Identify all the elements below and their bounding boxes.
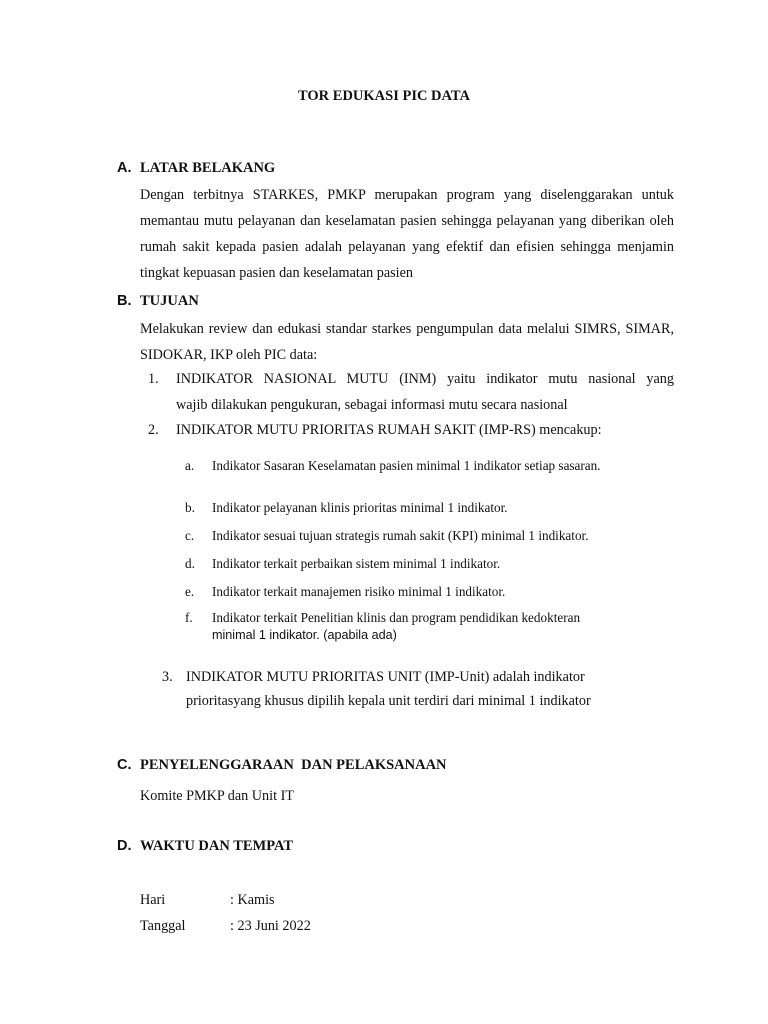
day-label: Hari xyxy=(140,892,166,908)
sub-item-b-text: Indikator pelayanan klinis prioritas minimal 1 indikator. xyxy=(212,500,508,515)
sub-item-d-letter: d. xyxy=(185,556,195,571)
section-b-letter: B. xyxy=(117,293,132,309)
sub-item-f-line1: Indikator terkait Penelitian klinis dan program pendidikan kedokteran xyxy=(212,610,581,625)
sub-item-d-text: Indikator terkait perbaikan sistem minimal 1 indikator. xyxy=(212,556,501,571)
list-item-2-text: INDIKATOR MUTU PRIORITAS RUMAH SAKIT (IMP-RS) mencakup: xyxy=(176,422,602,438)
section-a-heading: LATAR BELAKANG xyxy=(140,160,276,176)
section-c-letter: C. xyxy=(117,757,132,773)
list-item-3-line1: INDIKATOR MUTU PRIORITAS UNIT (IMP-Unit) adalah indikator xyxy=(186,669,585,685)
day-value: : Kamis xyxy=(230,892,275,908)
section-d-heading: WAKTU DAN TEMPAT xyxy=(140,838,294,854)
section-b-heading: TUJUAN xyxy=(140,293,199,309)
sub-item-f xyxy=(185,610,665,644)
list-item-1-line1: INDIKATOR NASIONAL MUTU (INM) yaitu indikator mutu nasional yang xyxy=(176,371,674,387)
section-a-letter: A. xyxy=(117,160,132,176)
sub-item-a-letter: a. xyxy=(185,458,195,473)
list-item-3-line2: prioritasyang khusus dipilih kepala unit terdiri dari minimal 1 indikator xyxy=(186,693,591,709)
section-d-letter: D. xyxy=(117,838,132,854)
sub-item-c-text: Indikator sesuai tujuan strategis rumah sakit (KPI) minimal 1 indikator. xyxy=(212,528,589,543)
sub-item-c-letter: c. xyxy=(185,528,195,543)
document-title: TOR EDUKASI PIC DATA xyxy=(297,88,470,104)
date-label: Tanggal xyxy=(140,918,186,934)
list-item-2-number: 2. xyxy=(148,422,159,438)
list-item-1-line2: wajib dilakukan pengukuran, sebagai informasi mutu secara nasional xyxy=(176,397,568,413)
section-c-body: Komite PMKP dan Unit IT xyxy=(140,788,294,804)
sub-item-b-letter: b. xyxy=(185,500,195,515)
section-a-body: Dengan terbitnya STARKES, PMKP merupakan program yang diselenggarakan untuk memantau mutu pelayanan dan keselamatan pasien sehingga pelayanan yang diberikan oleh rumah sakit kepada pasien adalah pelayanan yang efektif dan efisien sehingga menjamin tingkat kepuasan pasien dan keselamatan pasien xyxy=(140,187,674,281)
list-item-1-number: 1. xyxy=(148,371,159,387)
sub-item-f-line2: minimal 1 indikator. (apabila ada) xyxy=(212,628,397,642)
section-b-intro: Melakukan review dan edukasi standar starkes pengumpulan data melalui SIMRS, SIMAR, SIDOKAR, IKP oleh PIC data: xyxy=(140,321,674,363)
sub-item-e-letter: e. xyxy=(185,584,195,599)
date-value: : 23 Juni 2022 xyxy=(230,918,311,934)
list-item-3-number: 3. xyxy=(162,669,173,685)
sub-item-e-text: Indikator terkait manajemen risiko minimal 1 indikator. xyxy=(212,584,506,599)
sub-item-a-text: Indikator Sasaran Keselamatan pasien minimal 1 indikator setiap sasaran. xyxy=(212,458,601,473)
sub-item-f-letter: f. xyxy=(185,610,193,625)
section-c-heading: PENYELENGGARAAN DAN PELAKSANAAN xyxy=(140,757,447,773)
sub-item-a xyxy=(185,458,665,492)
